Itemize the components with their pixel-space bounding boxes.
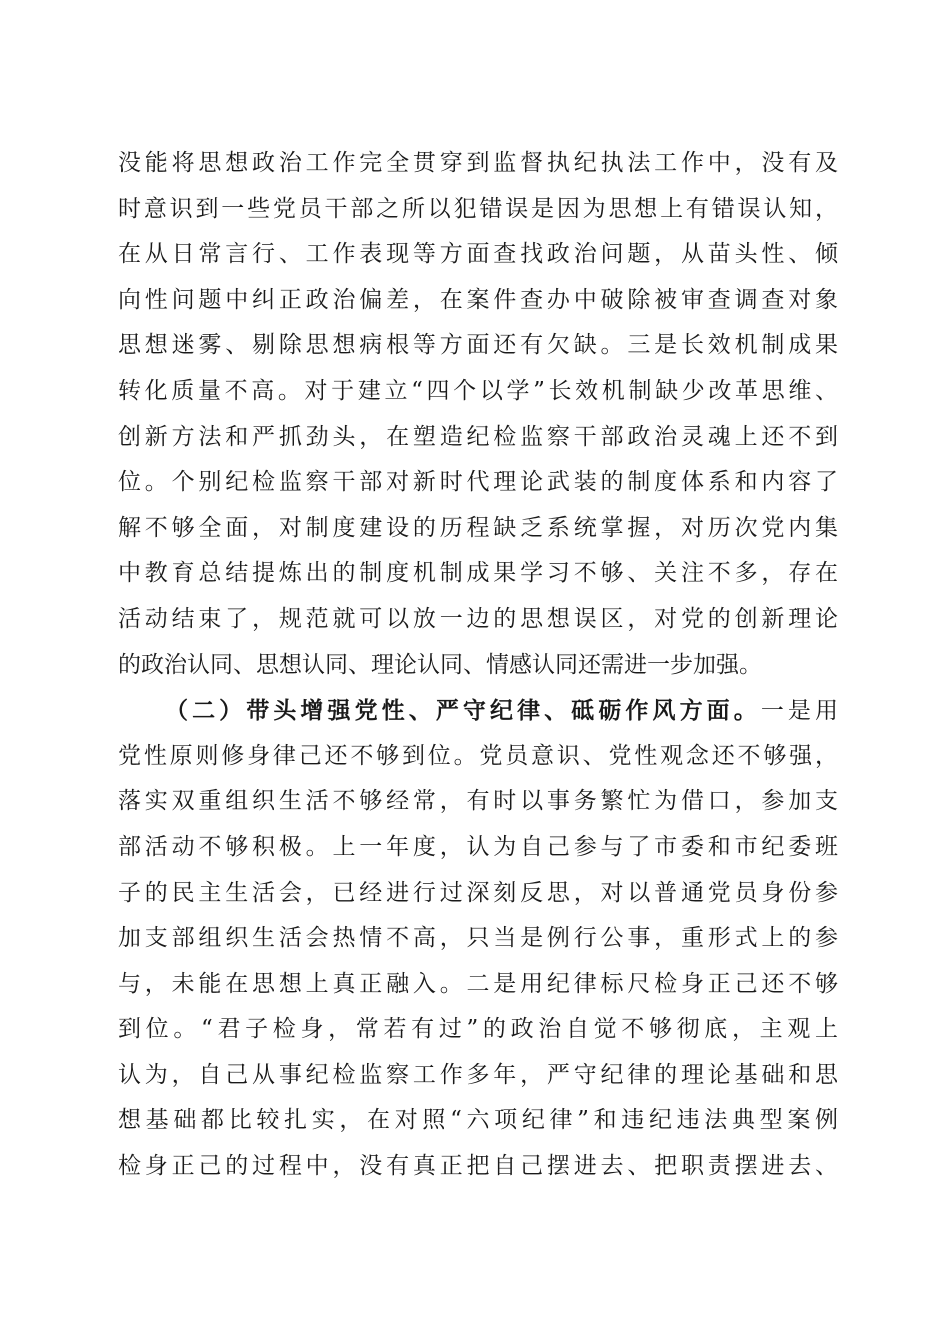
text-line: 的政治认同、思想认同、理论认同、情感认同还需进一步加强。 xyxy=(118,651,762,678)
text-line: 子的民主生活会，已经进行过深刻反思，对以普通党员身份参 xyxy=(118,879,838,906)
text-line: 思想迷雾、剔除思想病根等方面还有欠缺。三是长效机制成果 xyxy=(118,332,838,359)
text-line: 检身正己的过程中，没有真正把自己摆进去、把职责摆进去、 xyxy=(118,1153,838,1180)
text-line: 部活动不够积极。上一年度，认为自己参与了市委和市纪委班 xyxy=(118,833,838,860)
text-line: 创新方法和严抓劲头，在塑造纪检监察干部政治灵魂上还不到 xyxy=(118,423,838,450)
text-line: 加支部组织生活会热情不高，只当是例行公事，重形式上的参 xyxy=(118,925,838,952)
text-line: 认为，自己从事纪检监察工作多年，严守纪律的理论基础和思 xyxy=(118,1061,838,1088)
text-line: 党性原则修身律己还不够到位。党员意识、党性观念还不够强， xyxy=(118,742,838,769)
text-line: 在从日常言行、工作表现等方面查找政治问题，从苗头性、倾 xyxy=(118,241,838,268)
text-line: 没能将思想政治工作完全贯穿到监督执纪执法工作中，没有及 xyxy=(118,150,838,176)
text-line: 转化质量不高。对于建立“四个以学”长效机制缺少改革思维、 xyxy=(118,377,838,404)
section-heading-line xyxy=(118,688,838,734)
text-line: 解不够全面，对制度建设的历程缺乏系统掌握，对历次党内集 xyxy=(118,514,838,541)
text-line: 向性问题中纠正政治偏差，在案件查办中破除被审查调查对象 xyxy=(118,286,838,313)
text-line: 到位。“君子检身，常若有过”的政治自觉不够彻底，主观上 xyxy=(118,1016,838,1043)
text-line: 位。个别纪检监察干部对新时代理论武装的制度体系和内容了 xyxy=(118,469,838,496)
section-heading-rest: 一是用 xyxy=(760,698,839,725)
text-line: 中教育总结提炼出的制度机制成果学习不够、关注不多，存在 xyxy=(118,560,838,587)
text-line: 落实双重组织生活不够经常，有时以事务繁忙为借口，参加支 xyxy=(118,788,838,815)
document-body xyxy=(118,141,838,1190)
text-line: 活动结束了，规范就可以放一边的思想误区，对党的创新理论 xyxy=(118,605,838,632)
text-line: 想基础都比较扎实，在对照“六项纪律”和违纪违法典型案例 xyxy=(118,1107,838,1134)
section-heading: （二）带头增强党性、严守纪律、砥砺作风方面。 xyxy=(165,697,761,725)
text-line: 时意识到一些党员干部之所以犯错误是因为思想上有错误认知， xyxy=(118,195,838,222)
text-line: 与，未能在思想上真正融入。二是用纪律标尺检身正己还不够 xyxy=(118,970,838,997)
